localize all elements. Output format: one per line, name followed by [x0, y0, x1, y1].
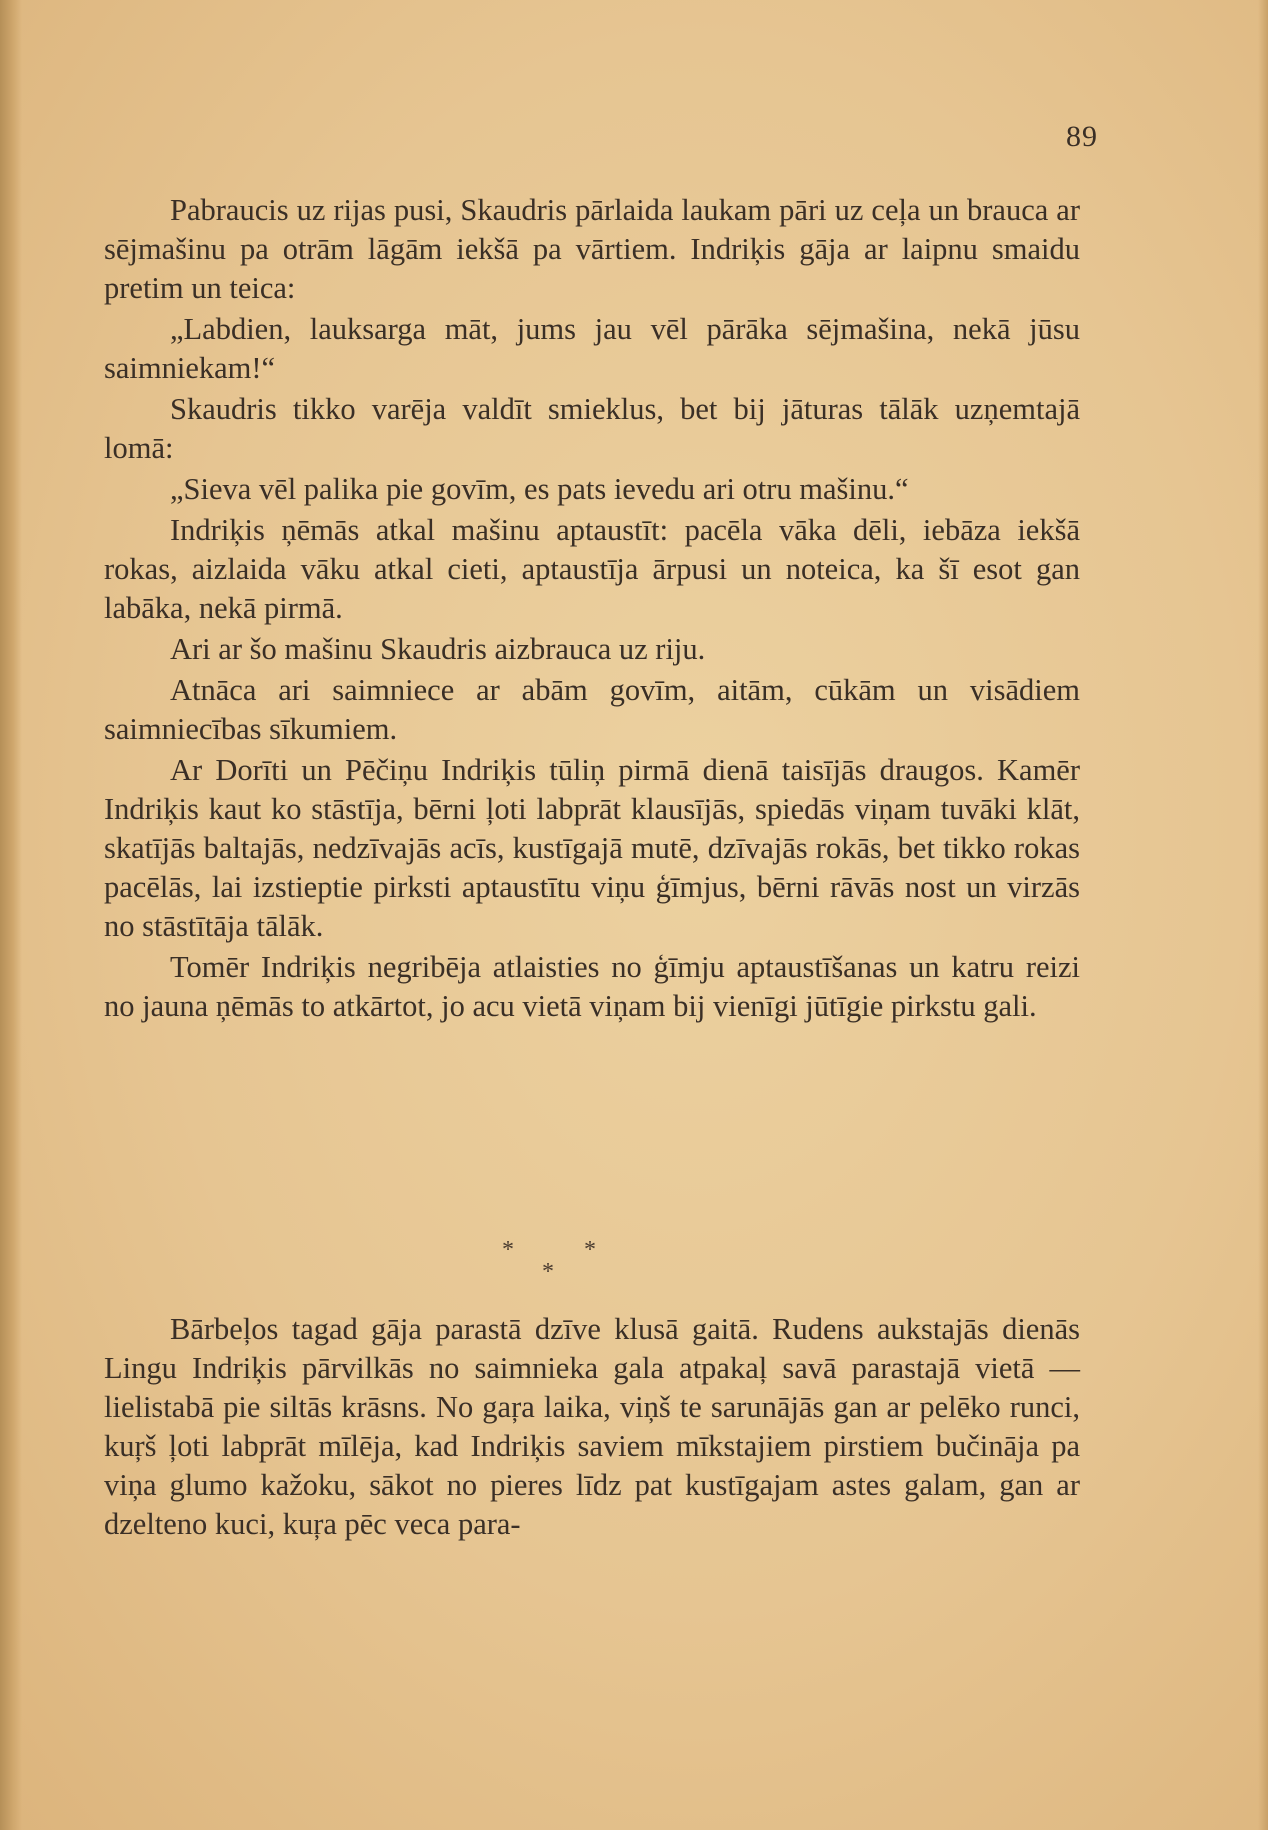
asterisk: *: [502, 1237, 514, 1263]
paragraph: Tomēr Indriķis negribēja atlaisties no ģīmju aptaustīšanas un katru reizi no jauna ņēmās to atkārtot, jo acu vietā viņam bij vienīgi jūtīgie pirkstu gali.: [104, 950, 1080, 1023]
page-number: 89: [1066, 120, 1098, 153]
text-block-lower: [104, 1310, 1080, 1546]
paragraph: „Labdien, lauksarga māt, jums jau vēl pārāka sējmašina, nekā jūsu saimniekam!“: [104, 312, 1080, 385]
text-block-upper: [104, 191, 1080, 1028]
paragraph: Atnāca ari saimniece ar abām govīm, aitām, cūkām un visādiem saimniecības sīkumiem.: [104, 673, 1080, 746]
paragraph: Ar Dorīti un Pēčiņu Indriķis tūliņ pirmā dienā taisījās draugos. Kamēr Indriķis kaut ko stāstīja, bērni ļoti labprāt klausījās, spiedās viņam tuvāki klāt, skatījās baltajās, nedzīvajās acīs, kustīgajā mutē, dzīvajās rokās, bet tikko rokas pacēlās, lai izstieptie pirksti aptaustītu viņu ģīmjus, bērni rāvās nost un virzās no stāstītāja tālāk.: [104, 753, 1080, 943]
section-separator: [484, 1238, 704, 1294]
paragraph: Ari ar šo mašinu Skaudris aizbrauca uz riju.: [170, 632, 706, 666]
asterisk: *: [584, 1237, 596, 1263]
paragraph: „Sieva vēl palika pie govīm, es pats ievedu ari otru mašinu.“: [170, 472, 909, 506]
paragraph: Indriķis ņēmās atkal mašinu aptaustīt: pacēla vāka dēli, iebāza iekšā rokas, aizlaida vāku atkal cieti, aptaustīja ārpusi un noteica, ka šī esot gan labāka, nekā pirmā.: [104, 513, 1080, 625]
page-spine-shadow: [0, 0, 22, 1830]
asterisk: *: [542, 1259, 554, 1285]
paragraph: Pabraucis uz rijas pusi, Skaudris pārlaida laukam pāri uz ceļa un brauca ar sējmašinu pa otrām lāgām iekšā pa vārtiem. Indriķis gāja ar laipnu smaidu pretim un teica:: [104, 193, 1080, 305]
paragraph: Skaudris tikko varēja valdīt smieklus, bet bij jāturas tālāk uzņemtajā lomā:: [104, 392, 1080, 465]
page-edge-shadow: [1258, 0, 1268, 1830]
paragraph: Bārbeļos tagad gāja parastā dzīve klusā gaitā. Rudens aukstajās dienās Lingu Indriķis pārvilkās no saimnieka gala atpakaļ savā parastajā vietā — lielistabā pie siltās krāsns. No gaŗa laika, viņš te sarunājās gan ar pelēko runci, kuŗš ļoti labprāt mīlēja, kad Indriķis saviem mīkstajiem pirstiem bučināja pa viņa glumo kažoku, sākot no pieres līdz pat kustīgajam astes galam, gan ar dzelteno kuci, kuŗa pēc veca para-: [104, 1312, 1080, 1541]
